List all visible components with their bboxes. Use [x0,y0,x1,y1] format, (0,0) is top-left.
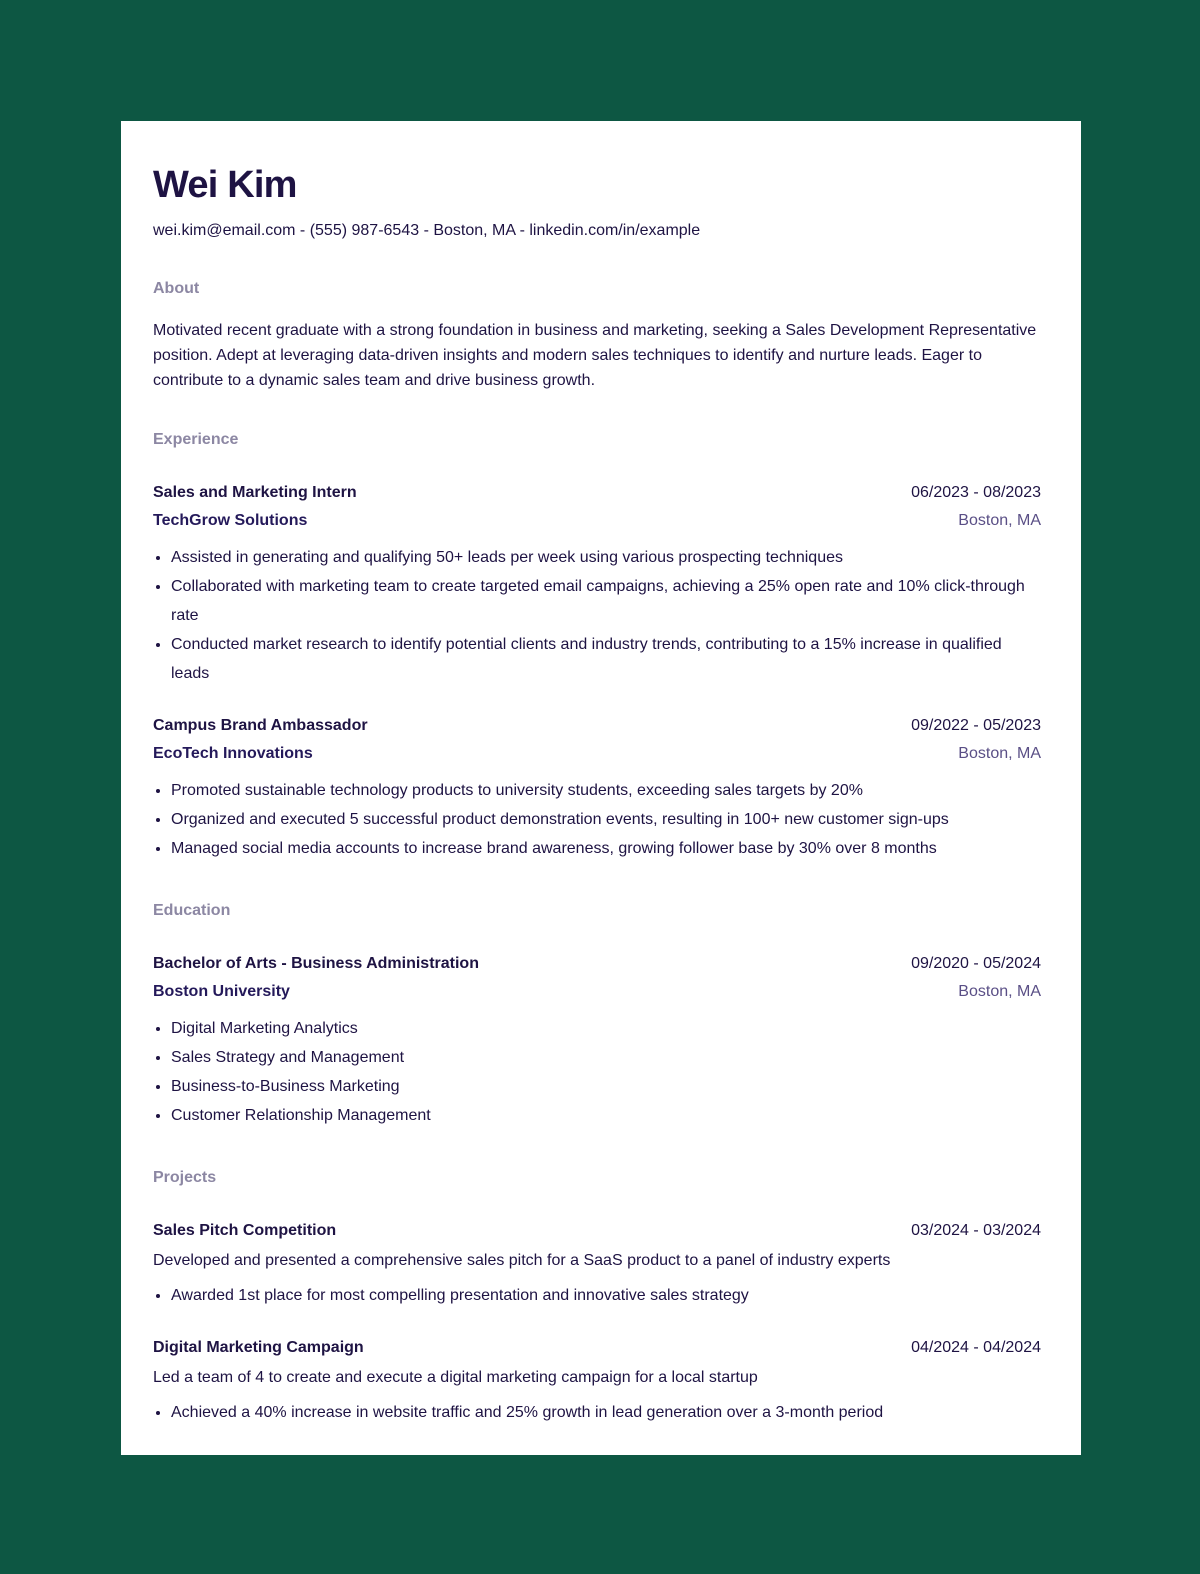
experience-org-row [153,507,1041,535]
education-header-row [153,950,1041,978]
education-dates: 09/2020 - 05/2024 [911,955,1041,972]
coursework-bullets [153,1014,1041,1130]
bullet-item: • Achieved a 40% increase in website traffic and 25% growth in lead generation over a 3-month period [171,1398,1041,1427]
bullet-item: • Collaborated with marketing team to create targeted email campaigns, achieving a 25% open rate and 10% click-through rate [171,572,1041,630]
candidate-name: Wei Kim [153,164,297,206]
job-location: Boston, MA [958,512,1041,529]
project-description: Led a team of 4 to create and execute a digital marketing campaign for a local startup [153,1369,758,1386]
experience-bullets [153,776,1041,863]
about-text: Motivated recent graduate with a strong foundation in business and marketing, seeking a Sales Development Representative position. Adept at leveraging data-driven insights and modern sales techniques to identify and nurture leads. Eager to contribute to a dynamic sales team and drive business growth. [153,322,1037,389]
section-title-about: About [153,280,200,297]
job-dates: 09/2022 - 05/2023 [911,717,1041,734]
school-location: Boston, MA [958,983,1041,1000]
project-name: Sales Pitch Competition [153,1222,337,1239]
project-dates: 03/2024 - 03/2024 [911,1222,1041,1239]
bullet-item: • Awarded 1st place for most compelling presentation and innovative sales strategy [171,1281,1041,1310]
bullet-item: • Digital Marketing Analytics [171,1014,1041,1043]
section-title-experience: Experience [153,431,239,448]
job-location: Boston, MA [958,745,1041,762]
project-description: Developed and presented a comprehensive sales pitch for a SaaS product to a panel of industry experts [153,1252,891,1269]
project-entry [153,1334,1041,1427]
company-name: EcoTech Innovations [153,745,313,762]
bullet-item: • Promoted sustainable technology products to university students, exceeding sales targets by 20% [171,776,1041,805]
degree-title: Bachelor of Arts - Business Administration [153,955,479,972]
bullet-item: • Managed social media accounts to increase brand awareness, growing follower base by 30% over 8 months [171,834,1041,863]
bullet-item: • Sales Strategy and Management [171,1043,1041,1072]
bullet-item: • Conducted market research to identify potential clients and industry trends, contributing to a 15% increase in qualified leads [171,630,1041,688]
bullet-item: • Organized and executed 5 successful product demonstration events, resulting in 100+ new customer sign-ups [171,805,1041,834]
project-dates: 04/2024 - 04/2024 [911,1339,1041,1356]
section-title-projects: Projects [153,1169,217,1186]
experience-entry [153,479,1041,688]
experience-header-row [153,712,1041,740]
experience-org-row [153,740,1041,768]
education-school-row [153,978,1041,1006]
bullet-item: • Business-to-Business Marketing [171,1072,1041,1101]
education-entry [153,950,1041,1130]
job-dates: 06/2023 - 08/2023 [911,484,1041,501]
school-name: Boston University [153,983,290,1000]
resume-page [121,121,1081,1455]
bullet-item: • Assisted in generating and qualifying 50+ leads per week using various prospecting techniques [171,543,1041,572]
bullet-item: • Customer Relationship Management [171,1101,1041,1130]
project-name: Digital Marketing Campaign [153,1339,364,1356]
project-bullets [153,1398,1041,1427]
contact-line: wei.kim@email.com - (555) 987-6543 - Boston, MA - linkedin.com/in/example [153,222,701,239]
project-entry [153,1217,1041,1310]
job-title: Campus Brand Ambassador [153,717,368,734]
project-header-row [153,1217,1041,1245]
company-name: TechGrow Solutions [153,512,308,529]
job-title: Sales and Marketing Intern [153,484,357,501]
project-header-row [153,1334,1041,1362]
experience-header-row [153,479,1041,507]
section-title-education: Education [153,902,231,919]
experience-entry [153,712,1041,863]
experience-bullets [153,543,1041,688]
project-bullets [153,1281,1041,1310]
